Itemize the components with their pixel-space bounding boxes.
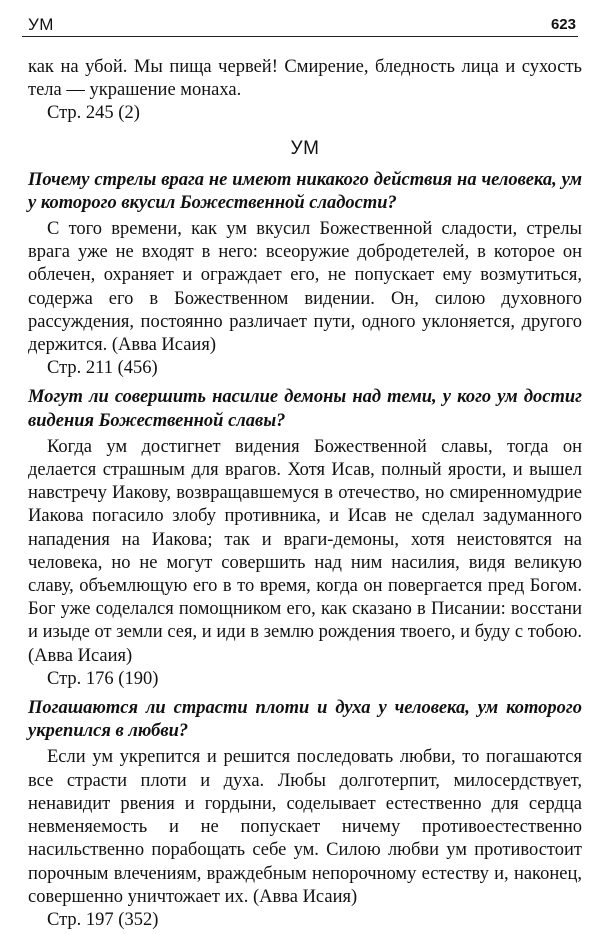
question-1: Почему стрелы врага не имеют никакого действия на человека, ум у которого вкусил Божественной сладости? (28, 169, 582, 213)
answer-3: Если ум укрепится и решится последовать любви, то погашаются все страсти плоти и духа. Любы долготерпит, милосердствует, ненавидит рвения и гордыни, соделывает естественно для сердца невменяемость и не попускает ничему противоестественно насильственно порабощать себе ум. Силою любви ум противостоит порочным влечениям, враждебным непорочному естеству и, наконец, совершенно уничтожает их. (Авва Исаия) (28, 747, 582, 907)
reference-3: Стр. 197 (352) (47, 909, 159, 930)
reference-2: Стр. 176 (190) (47, 668, 159, 689)
running-header (22, 6, 578, 37)
section-title: УМ (290, 137, 320, 159)
lead-reference: Стр. 245 (2) (47, 103, 140, 124)
lead-paragraph: как на убой. Мы пища червей! Смирение, бледность лица и сухость тела — украшение монаха. (28, 57, 582, 101)
reference-1: Стр. 211 (456) (47, 358, 158, 379)
answer-2: Когда ум достигнет видения Божественной славы, тогда он делается страшным для врагов. Хотя Исав, полный ярости, и вышел навстречу Иакову, возвращавшемуся в отечество, но смиренномудрие Иакова погасило злобу противника, и Исав не сделал задуманного нападения на Иакова; так и враги-демоны, хотя неистовятся на человека, но не могут совершить над ним насилия, видя великую славу, объемлющую его в то время, когда он повергается пред Богом. Бог уже соделался помощником его, как сказано в Писании: восстани и изыде от земли сея, и иди в землю рождения твоего, и буду с тобою. (Авва Исаия) (28, 436, 582, 666)
page-number: 623 (550, 16, 576, 33)
question-2: Могут ли совершить насилие демоны над теми, у кого ум достиг видения Божественной славы? (28, 387, 582, 431)
question-3: Погашаются ли страсти плоти и духа у человека, ум которого укрепился в любви? (28, 698, 582, 742)
running-title: УМ (28, 15, 54, 34)
answer-1: С того времени, как ум вкусил Божественной сладости, стрелы врага уже не входят в него: всеоружие добродетелей, в которое он облечен, охраняет и ограждает его, не попускает ему возмутиться, содержа его в Божественном видении. Он, силою духовного рассуждения, постоянно различает пути, одного уклоняется, другого держится. (Авва Исаия) (28, 219, 582, 356)
page-body (28, 56, 582, 932)
